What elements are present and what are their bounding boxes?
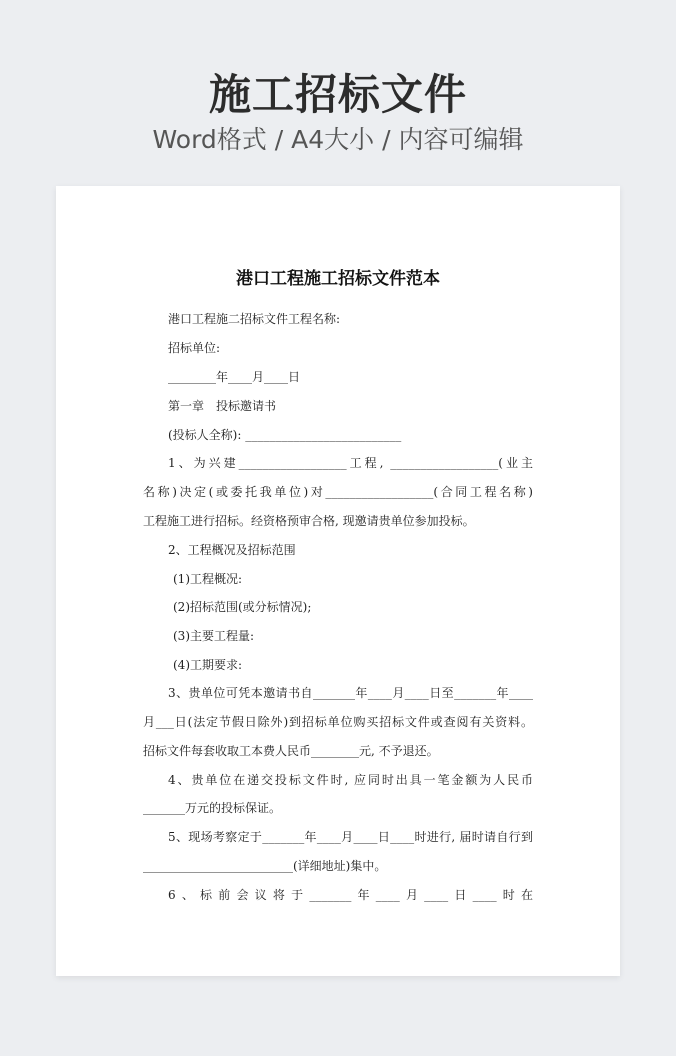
document-title: 港口工程施工招标文件范本 [236, 269, 440, 289]
paragraph-line: 3、贵单位可凭本邀请书自_______年____月____日至_______年____ [168, 686, 533, 700]
paragraph-line: 1、为兴建__________________工程, __________________(业主 [168, 456, 533, 470]
paragraph-line: _______万元的投标保证。 [143, 801, 282, 815]
document-page [56, 186, 620, 976]
project-name-line: 港口工程施二招标文件工程名称: [168, 312, 341, 326]
paragraph-line: _________________________(详细地址)集中。 [143, 859, 387, 873]
banner-subtitle: Word格式 / A4大小 / 内容可编辑 [152, 125, 524, 154]
list-item: (4)工期要求: [173, 658, 243, 672]
banner-title: 施工招标文件 [208, 70, 467, 119]
paragraph-line: 月___日(法定节假日除外)到招标单位购买招标文件或查阅有关资料。 [143, 715, 533, 729]
list-item: (1)工程概况: [173, 572, 243, 586]
paragraph-line: 5、现场考察定于_______年____月____日____时进行, 届时请自行到 [168, 830, 533, 844]
tender-unit-line: 招标单位: [168, 341, 221, 355]
paragraph-line: 6、标前会议将于_______年____月____日____时在 [168, 888, 533, 902]
list-item: (2)招标范围(或分标情况); [173, 600, 312, 614]
section-heading: 2、工程概况及招标范围 [168, 543, 296, 557]
date-line: ________年____月____日 [168, 370, 301, 384]
paragraph-line: 4、贵单位在递交投标文件时, 应同时出具一笔金额为人民币 [168, 773, 533, 787]
bidder-name-line: (投标人全称): __________________________ [168, 428, 402, 442]
paragraph-line: 招标文件每套收取工本费人民币________元, 不予退还。 [143, 744, 439, 758]
list-item: (3)主要工程量: [173, 629, 255, 643]
chapter-heading: 第一章 投标邀请书 [168, 399, 277, 413]
paragraph-line: 名称)决定(或委托我单位)对__________________(合同工程名称) [143, 485, 533, 499]
paragraph-line: 工程施工进行招标。经资格预审合格, 现邀请贵单位参加投标。 [143, 514, 475, 528]
